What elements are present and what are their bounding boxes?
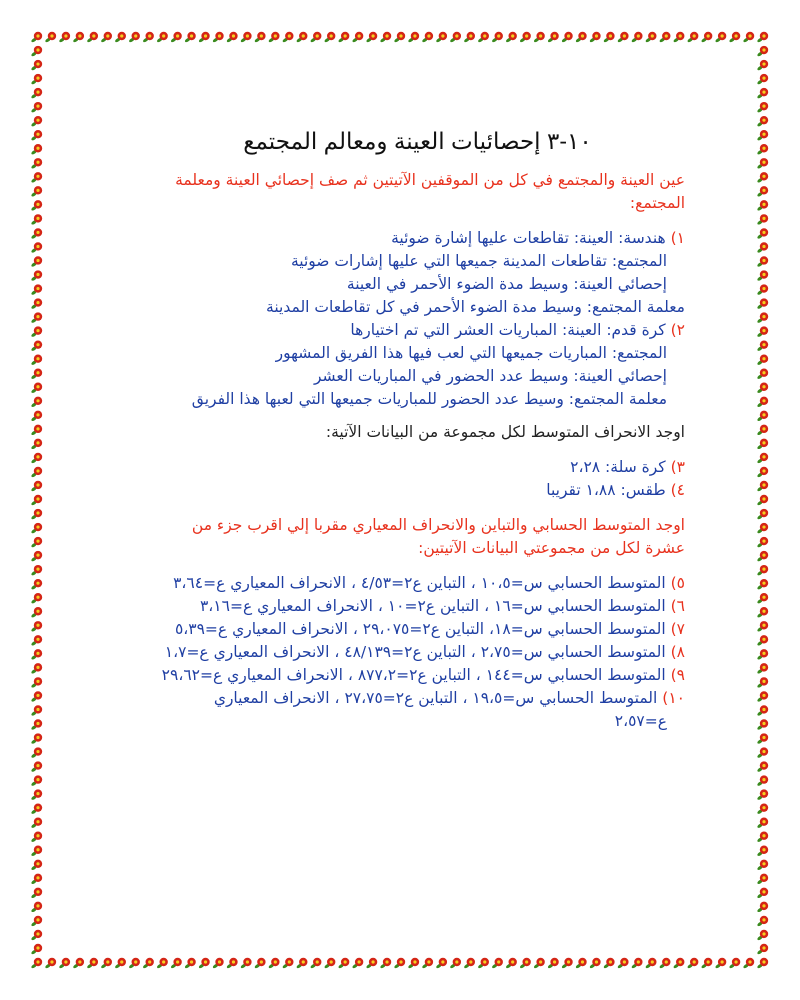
border-flower-icon [757, 256, 769, 267]
q2-line-4: معلمة المجتمع: وسيط عدد الحضور للمباريات جميعها التي لعبها هذا الفريق [191, 390, 667, 408]
border-flower-icon [31, 495, 43, 506]
border-flower-icon [31, 453, 43, 464]
border-flower-icon [603, 958, 615, 969]
border-flower-icon [463, 32, 475, 43]
q10-number: ١٠) [662, 689, 685, 707]
border-flower-icon [128, 32, 140, 43]
border-flower-icon [31, 32, 43, 43]
border-flower-icon [645, 958, 657, 969]
border-flower-icon [240, 958, 252, 969]
border-flower-icon [505, 32, 517, 43]
border-flower-icon [45, 32, 57, 43]
border-flower-icon [338, 32, 350, 43]
border-flower-icon [86, 32, 98, 43]
border-flower-icon [31, 172, 43, 183]
border-flower-icon [757, 775, 769, 786]
border-flower-icon [198, 958, 210, 969]
border-flower-icon [408, 32, 420, 43]
border-flower-icon [310, 32, 322, 43]
border-flower-icon [757, 649, 769, 660]
border-flower-icon [31, 958, 43, 969]
q4-number: ٤) [670, 481, 685, 499]
border-flower-icon [519, 958, 531, 969]
q7-text: المتوسط الحسابي س=١٨، التباين ع٢=٢٩،٠٧٥ ، الانحراف المعياري ع=٥،٣٩ [174, 620, 666, 638]
border-flower-icon [505, 958, 517, 969]
border-flower-icon [757, 958, 769, 969]
border-flower-icon [436, 32, 448, 43]
border-flower-icon [757, 354, 769, 365]
border-flower-icon [31, 803, 43, 814]
border-flower-icon [31, 621, 43, 632]
border-flower-icon [533, 32, 545, 43]
border-flower-icon [31, 74, 43, 85]
intro-instruction: عين العينة والمجتمع في كل من الموقفين الآتيتين ثم صف إحصائي العينة ومعلمة المجتمع: [175, 171, 685, 212]
border-flower-icon [757, 747, 769, 758]
border-flower-icon [477, 32, 489, 43]
border-flower-icon [394, 958, 406, 969]
border-flower-icon [31, 270, 43, 281]
q6-text: المتوسط الحسابي س=١٦ ، التباين ع٢=١٠ ، الانحراف المعياري ع=٣،١٦ [199, 597, 666, 615]
border-flower-icon [73, 958, 85, 969]
border-flower-icon [212, 32, 224, 43]
border-flower-icon [659, 958, 671, 969]
mad-questions [150, 456, 685, 502]
border-flower-icon [156, 958, 168, 969]
border-flower-icon [757, 144, 769, 155]
border-flower-icon [436, 958, 448, 969]
q3-text: كرة سلة: ٢،٢٨ [570, 458, 666, 476]
border-flower-icon [757, 326, 769, 337]
border-flower-icon [477, 958, 489, 969]
border-flower-icon [729, 958, 741, 969]
border-flower-icon [757, 186, 769, 197]
q2-line-3: إحصائي العينة: وسيط عدد الحضور في المباريات العشر [313, 367, 667, 385]
border-flower-icon [254, 958, 266, 969]
border-flower-icon [31, 663, 43, 674]
border-flower-icon [86, 958, 98, 969]
border-flower-icon [631, 958, 643, 969]
border-flower-icon [757, 172, 769, 183]
border-flower-icon [31, 425, 43, 436]
border-flower-icon [31, 635, 43, 646]
border-flower-icon [757, 621, 769, 632]
border-flower-icon [757, 46, 769, 57]
border-flower-icon [422, 32, 434, 43]
border-flower-icon [31, 88, 43, 99]
border-flower-icon [31, 677, 43, 688]
border-flower-icon [757, 761, 769, 772]
border-flower-icon [184, 32, 196, 43]
q4-text: طقس: ١،٨٨ تقريبا [546, 481, 666, 499]
std-questions [150, 572, 685, 733]
question-2 [150, 319, 685, 411]
worksheet-content [150, 128, 685, 733]
border-flower-icon [31, 144, 43, 155]
border-flower-icon [561, 958, 573, 969]
border-flower-icon [31, 860, 43, 871]
border-flower-icon [757, 369, 769, 380]
border-flower-icon [757, 930, 769, 941]
border-flower-icon [757, 944, 769, 955]
border-flower-icon [31, 944, 43, 955]
border-flower-icon [631, 32, 643, 43]
q5-text: المتوسط الحسابي س=١٠،٥ ، التباين ع٢=٤/٥٣ ، الانحراف المعياري ع=٣،٦٤ [173, 574, 666, 592]
border-flower-icon [757, 32, 769, 43]
border-flower-icon [757, 551, 769, 562]
border-flower-icon [31, 705, 43, 716]
border-flower-icon [757, 579, 769, 590]
q1-line-1: هندسة: العينة: تقاطعات عليها إشارة ضوئية [391, 229, 666, 247]
border-flower-icon [31, 242, 43, 253]
border-flower-icon [31, 930, 43, 941]
border-flower-icon [156, 32, 168, 43]
border-flower-icon [757, 130, 769, 141]
border-flower-icon [366, 958, 378, 969]
border-flower-icon [31, 523, 43, 534]
border-flower-icon [31, 509, 43, 520]
border-flower-icon [757, 803, 769, 814]
border-flower-icon [757, 677, 769, 688]
border-flower-icon [589, 32, 601, 43]
border-flower-icon [757, 691, 769, 702]
page-title: ١٠-٣ إحصائيات العينة ومعالم المجتمع [243, 128, 592, 154]
border-flower-icon [757, 411, 769, 422]
border-flower-icon [226, 32, 238, 43]
border-flower-icon [31, 130, 43, 141]
border-flower-icon [757, 284, 769, 295]
border-flower-icon [757, 663, 769, 674]
border-flower-icon [757, 383, 769, 394]
border-flower-icon [31, 607, 43, 618]
border-flower-icon [128, 958, 140, 969]
border-flower-icon [31, 60, 43, 71]
border-flower-icon [31, 775, 43, 786]
border-flower-icon [757, 200, 769, 211]
border-flower-icon [701, 32, 713, 43]
border-flower-icon [170, 32, 182, 43]
border-flower-icon [408, 958, 420, 969]
border-flower-icon [757, 607, 769, 618]
border-flower-icon [31, 186, 43, 197]
border-flower-icon [757, 874, 769, 885]
q1-number: ١) [670, 229, 685, 247]
border-flower-icon [757, 158, 769, 169]
border-flower-icon [31, 340, 43, 351]
border-flower-icon [659, 32, 671, 43]
border-flower-icon [254, 32, 266, 43]
border-flower-icon [757, 537, 769, 548]
border-flower-icon [673, 958, 685, 969]
q1-line-3: إحصائي العينة: وسيط مدة الضوء الأحمر في العينة [346, 275, 667, 293]
border-flower-icon [31, 411, 43, 422]
border-flower-icon [757, 242, 769, 253]
border-flower-icon [757, 846, 769, 857]
border-flower-icon [324, 32, 336, 43]
border-flower-icon [31, 439, 43, 450]
border-flower-icon [31, 228, 43, 239]
border-flower-icon [757, 60, 769, 71]
border-flower-icon [729, 32, 741, 43]
border-flower-icon [31, 579, 43, 590]
border-flower-icon [687, 958, 699, 969]
border-flower-icon [31, 537, 43, 548]
q6-number: ٦) [670, 597, 685, 615]
border-flower-icon [743, 32, 755, 43]
border-flower-icon [757, 860, 769, 871]
border-flower-icon [757, 888, 769, 899]
border-flower-icon [31, 102, 43, 113]
border-flower-icon [198, 32, 210, 43]
border-flower-icon [226, 958, 238, 969]
border-flower-icon [757, 439, 769, 450]
border-flower-icon [617, 32, 629, 43]
border-flower-icon [757, 228, 769, 239]
border-flower-icon [491, 32, 503, 43]
border-flower-icon [212, 958, 224, 969]
border-flower-icon [31, 846, 43, 857]
border-flower-icon [366, 32, 378, 43]
border-flower-icon [31, 326, 43, 337]
border-flower-icon [757, 481, 769, 492]
border-flower-icon [142, 32, 154, 43]
q3-number: ٣) [670, 458, 685, 476]
border-flower-icon [561, 32, 573, 43]
border-flower-icon [757, 298, 769, 309]
border-flower-icon [757, 523, 769, 534]
border-flower-icon [757, 916, 769, 927]
border-flower-icon [757, 565, 769, 576]
border-flower-icon [282, 958, 294, 969]
border-flower-icon [338, 958, 350, 969]
border-flower-icon [324, 958, 336, 969]
border-flower-icon [310, 958, 322, 969]
border-flower-icon [31, 200, 43, 211]
border-flower-icon [31, 467, 43, 478]
border-flower-icon [589, 958, 601, 969]
q9-number: ٩) [670, 666, 685, 684]
border-flower-icon [757, 397, 769, 408]
border-flower-icon [547, 958, 559, 969]
q5-number: ٥) [670, 574, 685, 592]
border-flower-icon [31, 256, 43, 267]
border-flower-icon [491, 958, 503, 969]
q8-number: ٨) [670, 643, 685, 661]
border-flower-icon [31, 214, 43, 225]
border-flower-icon [575, 32, 587, 43]
q10-text: المتوسط الحسابي س=١٩،٥ ، التباين ع٢=٢٧،٧٥ ، الانحراف المعياري [213, 689, 658, 707]
border-flower-icon [31, 284, 43, 295]
border-flower-icon [757, 312, 769, 323]
border-flower-icon [31, 832, 43, 843]
border-flower-icon [757, 902, 769, 913]
border-flower-icon [757, 789, 769, 800]
border-flower-icon [715, 32, 727, 43]
border-flower-icon [240, 32, 252, 43]
border-flower-icon [743, 958, 755, 969]
border-flower-icon [380, 32, 392, 43]
border-flower-icon [282, 32, 294, 43]
border-flower-icon [31, 116, 43, 127]
border-flower-icon [422, 958, 434, 969]
q10-continuation: ع=٢،٥٧ [614, 712, 667, 730]
border-flower-icon [757, 425, 769, 436]
border-flower-icon [31, 354, 43, 365]
border-flower-icon [268, 958, 280, 969]
border-flower-icon [31, 312, 43, 323]
border-flower-icon [31, 649, 43, 660]
q9-text: المتوسط الحسابي س=١٤٤ ، التباين ع٢=٨٧٧،٢ ، الانحراف المعياري ع=٢٩،٦٢ [161, 666, 666, 684]
border-flower-icon [757, 509, 769, 520]
border-flower-icon [757, 270, 769, 281]
border-flower-icon [687, 32, 699, 43]
q1-line-4: معلمة المجتمع: وسيط مدة الضوء الأحمر في كل تقاطعات المدينة [266, 298, 685, 316]
border-flower-icon [757, 495, 769, 506]
border-flower-icon [645, 32, 657, 43]
border-flower-icon [757, 74, 769, 85]
border-flower-icon [757, 832, 769, 843]
border-flower-icon [757, 116, 769, 127]
border-flower-icon [268, 32, 280, 43]
border-flower-icon [31, 383, 43, 394]
std-heading: اوجد المتوسط الحسابي والتباين والانحراف المعياري مقربا إلي اقرب جزء من عشرة لكل من مجموعتي البيانات الآتيتين: [191, 516, 685, 557]
q2-line-2: المجتمع: المباريات جميعها التي لعب فيها هذا الفريق المشهور [275, 344, 667, 362]
border-flower-icon [31, 888, 43, 899]
border-flower-icon [31, 733, 43, 744]
border-flower-icon [31, 551, 43, 562]
border-flower-icon [100, 958, 112, 969]
border-flower-icon [715, 958, 727, 969]
border-flower-icon [31, 565, 43, 576]
border-flower-icon [575, 958, 587, 969]
border-flower-icon [449, 32, 461, 43]
q2-line-1: كرة قدم: العينة: المباريات العشر التي تم اختيارها [350, 321, 666, 339]
border-flower-icon [31, 481, 43, 492]
border-flower-icon [547, 32, 559, 43]
border-flower-icon [394, 32, 406, 43]
border-flower-icon [31, 397, 43, 408]
border-flower-icon [296, 958, 308, 969]
border-flower-icon [31, 747, 43, 758]
border-flower-icon [45, 958, 57, 969]
border-flower-icon [114, 32, 126, 43]
border-flower-icon [31, 916, 43, 927]
border-flower-icon [31, 789, 43, 800]
border-flower-icon [757, 467, 769, 478]
q8-text: المتوسط الحسابي س=٢،٧٥ ، التباين ع٢=٤٨/١٣٩ ، الانحراف المعياري ع=١،٧ [164, 643, 666, 661]
border-flower-icon [184, 958, 196, 969]
border-flower-icon [757, 340, 769, 351]
border-flower-icon [757, 817, 769, 828]
border-flower-icon [757, 214, 769, 225]
border-flower-icon [31, 46, 43, 57]
border-flower-icon [757, 635, 769, 646]
border-flower-icon [142, 958, 154, 969]
border-flower-icon [757, 102, 769, 113]
border-flower-icon [170, 958, 182, 969]
border-flower-icon [701, 958, 713, 969]
border-flower-icon [757, 733, 769, 744]
border-flower-icon [757, 453, 769, 464]
border-flower-icon [31, 817, 43, 828]
border-flower-icon [31, 691, 43, 702]
q2-number: ٢) [670, 321, 685, 339]
border-flower-icon [533, 958, 545, 969]
border-flower-icon [463, 958, 475, 969]
border-flower-icon [100, 32, 112, 43]
border-flower-icon [757, 705, 769, 716]
border-flower-icon [31, 298, 43, 309]
border-flower-icon [519, 32, 531, 43]
border-flower-icon [617, 958, 629, 969]
border-flower-icon [59, 32, 71, 43]
border-flower-icon [757, 88, 769, 99]
border-flower-icon [31, 761, 43, 772]
border-flower-icon [73, 32, 85, 43]
border-flower-icon [31, 593, 43, 604]
border-flower-icon [31, 902, 43, 913]
mad-heading: اوجد الانحراف المتوسط لكل مجموعة من البيانات الآتية: [325, 423, 685, 441]
border-flower-icon [603, 32, 615, 43]
border-flower-icon [673, 32, 685, 43]
border-flower-icon [31, 719, 43, 730]
border-flower-icon [449, 958, 461, 969]
border-flower-icon [31, 158, 43, 169]
border-flower-icon [114, 958, 126, 969]
q7-number: ٧) [670, 620, 685, 638]
q1-line-2: المجتمع: تقاطعات المدينة جميعها التي عليها إشارات ضوئية [290, 252, 667, 270]
border-flower-icon [757, 593, 769, 604]
border-flower-icon [380, 958, 392, 969]
border-flower-icon [757, 719, 769, 730]
border-flower-icon [59, 958, 71, 969]
border-flower-icon [31, 874, 43, 885]
border-flower-icon [352, 958, 364, 969]
question-1 [150, 227, 685, 319]
border-flower-icon [352, 32, 364, 43]
border-flower-icon [296, 32, 308, 43]
border-flower-icon [31, 369, 43, 380]
